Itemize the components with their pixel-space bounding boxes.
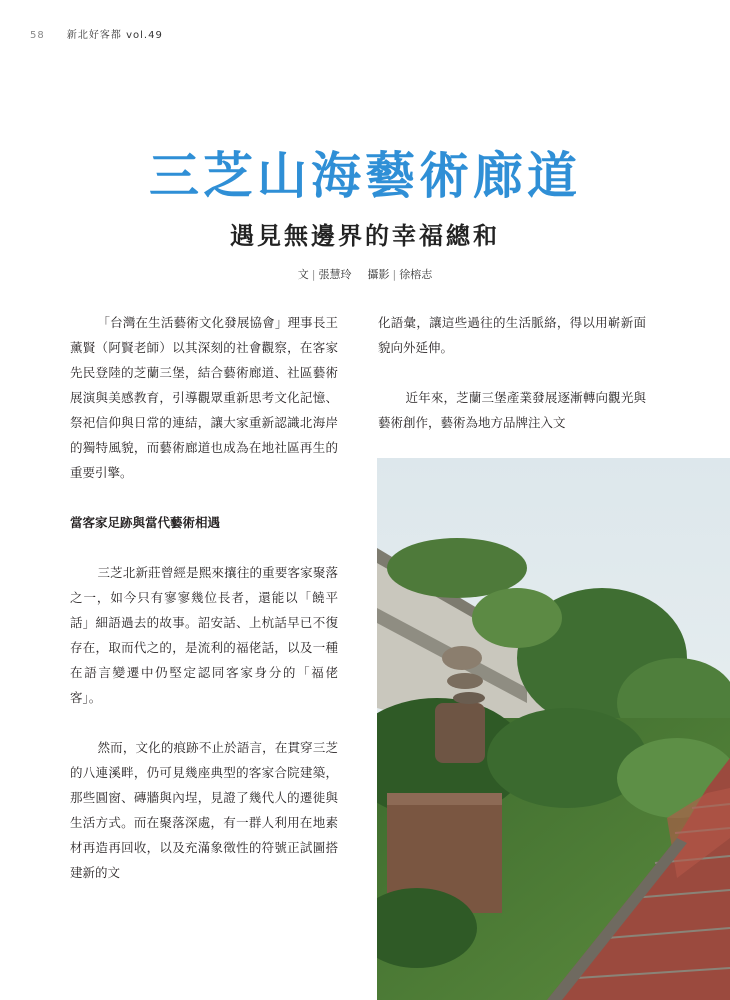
article-subtitle: 遇見無邊界的幸福總和	[230, 222, 500, 250]
page-number: 58	[30, 30, 45, 41]
left-column	[70, 310, 338, 885]
writer-name: 張慧玲	[318, 268, 352, 281]
photographer-name: 徐榕志	[399, 268, 433, 281]
paragraph-continued: 化語彙，讓這些過往的生活脈絡，得以用嶄新面貌向外延伸。	[378, 315, 646, 355]
paragraph-hakka-village: 三芝北新莊曾經是熙來攘往的重要客家聚落之一，如今只有寥寥幾位長者，還能以「饒平話」細語過去的故事。詔安話、上杭話早已不復存在，取而代之的，是流利的福佬話，以及一種在語言變遷中仍堅定認同客家身分的「福佬客」。	[70, 565, 338, 705]
section-heading: 當客家足跡與當代藝術相遇	[70, 515, 221, 530]
article-title: 三芝山海藝術廊道	[149, 147, 581, 205]
paragraph-intro: 「台灣在生活藝術文化發展協會」理事長王薰賢（阿賢老師）以其深刻的社會觀察，在客家先民登陸的芝蘭三堡，結合藝術廊道、社區藝術展演與美感教育，引導觀眾重新思考文化記憶、祭祀信仰與日常的連結，讓大家重新認識北海岸的獨特風貌，而藝術廊道也成為在地社區再生的重要引擎。	[70, 315, 338, 480]
publication-name: 新北好客都 vol.49	[66, 30, 163, 41]
paragraph-tourism-art: 近年來，芝蘭三堡產業發展逐漸轉向觀光與藝術創作，藝術為地方品牌注入文	[378, 390, 646, 430]
page-header	[30, 26, 163, 41]
garden-path-photo	[377, 458, 730, 1000]
paragraph-culture-traces: 然而，文化的痕跡不止於語言，在貫穿三芝的八連溪畔，仍可見幾座典型的客家合院建築，那些圓窗、磚牆與內埕，見證了幾代人的遷徙與生活方式。而在聚落深處，有一群人利用在地素材再造再回收，以及充滿象徵性的符號正試圖搭建新的文	[70, 740, 338, 880]
text-credit-label: 文	[297, 268, 309, 281]
photo-credit-label: 攝影	[367, 268, 390, 281]
article-credits: 文 | 張慧玲 攝影 | 徐榕志	[297, 268, 433, 281]
right-column	[378, 310, 646, 435]
